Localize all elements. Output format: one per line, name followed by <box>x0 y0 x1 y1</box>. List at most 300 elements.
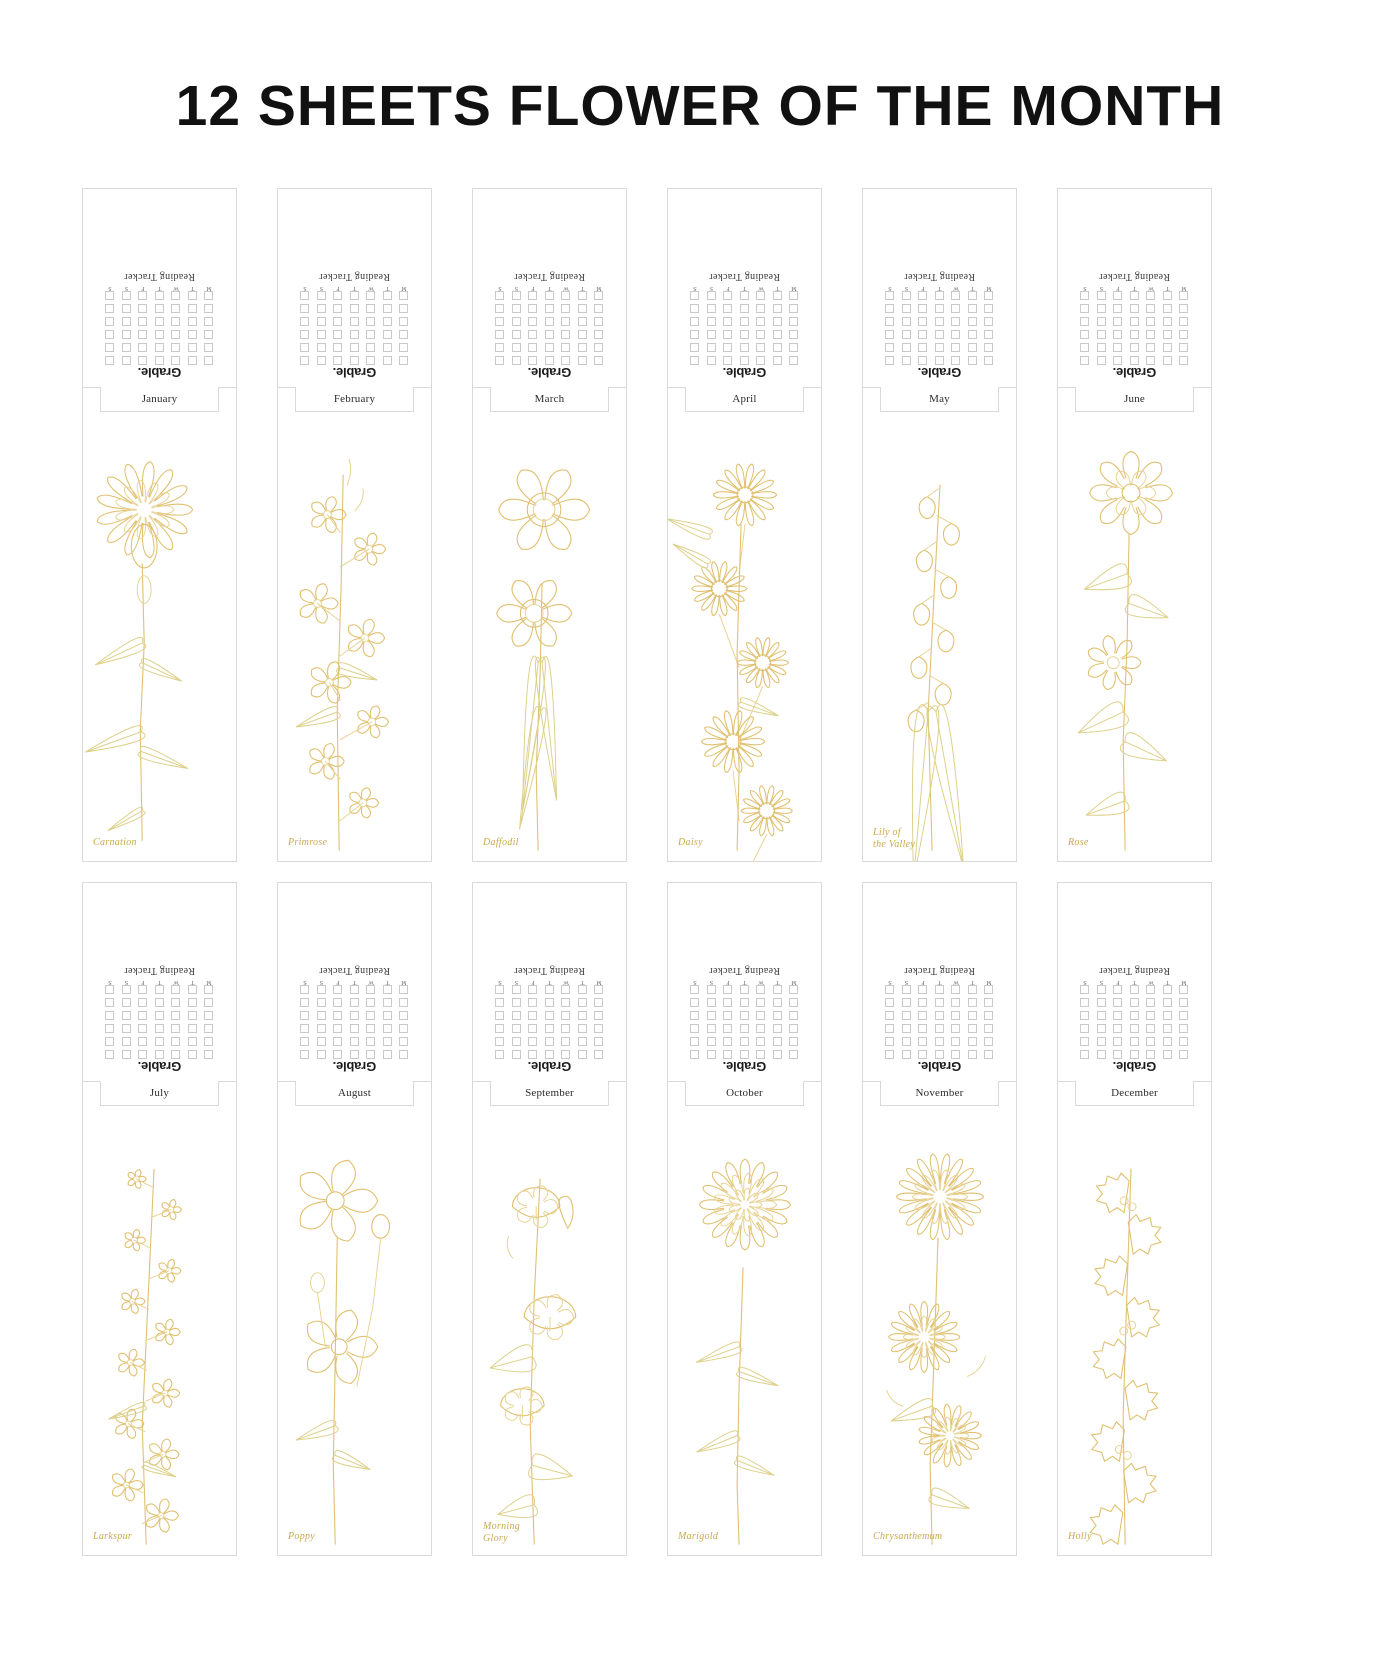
tracker-checkbox[interactable] <box>1130 317 1139 326</box>
tracker-checkbox[interactable] <box>757 291 766 300</box>
tracker-checkbox[interactable] <box>496 317 505 326</box>
tracker-checkbox[interactable] <box>1147 1037 1156 1046</box>
tracker-checkbox[interactable] <box>952 1024 961 1033</box>
tracker-checkbox[interactable] <box>496 343 505 352</box>
tracker-checkbox[interactable] <box>1114 291 1123 300</box>
tracker-grid[interactable] <box>886 291 994 365</box>
tracker-checkbox[interactable] <box>578 1037 587 1046</box>
tracker-checkbox[interactable] <box>707 343 716 352</box>
tracker-checkbox[interactable] <box>757 1037 766 1046</box>
tracker-checkbox[interactable] <box>691 985 700 994</box>
tracker-checkbox[interactable] <box>968 330 977 339</box>
tracker-checkbox[interactable] <box>740 998 749 1007</box>
tracker-checkbox[interactable] <box>496 291 505 300</box>
tracker-checkbox[interactable] <box>707 1050 716 1059</box>
tracker-checkbox[interactable] <box>122 1037 131 1046</box>
tracker-checkbox[interactable] <box>935 1037 944 1046</box>
tracker-checkbox[interactable] <box>1163 304 1172 313</box>
tracker-checkbox[interactable] <box>1097 304 1106 313</box>
tracker-checkbox[interactable] <box>691 330 700 339</box>
tracker-checkbox[interactable] <box>902 356 911 365</box>
tracker-checkbox[interactable] <box>724 356 733 365</box>
tracker-checkbox[interactable] <box>529 985 538 994</box>
tracker-checkbox[interactable] <box>317 343 326 352</box>
tracker-checkbox[interactable] <box>496 1037 505 1046</box>
tracker-checkbox[interactable] <box>724 343 733 352</box>
bookmark-november[interactable] <box>862 882 1017 1556</box>
tracker-checkbox[interactable] <box>757 1050 766 1059</box>
tracker-checkbox[interactable] <box>1147 330 1156 339</box>
tracker-grid[interactable] <box>301 291 409 365</box>
tracker-checkbox[interactable] <box>707 1024 716 1033</box>
tracker-checkbox[interactable] <box>985 330 994 339</box>
tracker-checkbox[interactable] <box>1081 317 1090 326</box>
tracker-checkbox[interactable] <box>122 304 131 313</box>
tracker-checkbox[interactable] <box>334 330 343 339</box>
tracker-checkbox[interactable] <box>188 1037 197 1046</box>
tracker-checkbox[interactable] <box>757 998 766 1007</box>
tracker-checkbox[interactable] <box>578 985 587 994</box>
tracker-checkbox[interactable] <box>935 330 944 339</box>
tracker-checkbox[interactable] <box>367 317 376 326</box>
tracker-checkbox[interactable] <box>1114 317 1123 326</box>
tracker-checkbox[interactable] <box>968 356 977 365</box>
tracker-checkbox[interactable] <box>724 317 733 326</box>
tracker-checkbox[interactable] <box>317 985 326 994</box>
tracker-checkbox[interactable] <box>902 1037 911 1046</box>
tracker-checkbox[interactable] <box>172 1050 181 1059</box>
tracker-checkbox[interactable] <box>740 1024 749 1033</box>
tracker-checkbox[interactable] <box>139 1050 148 1059</box>
month-tab[interactable] <box>295 387 414 412</box>
tracker-checkbox[interactable] <box>1130 343 1139 352</box>
tracker-checkbox[interactable] <box>886 356 895 365</box>
tracker-checkbox[interactable] <box>919 998 928 1007</box>
tracker-checkbox[interactable] <box>334 1024 343 1033</box>
tracker-checkbox[interactable] <box>367 1011 376 1020</box>
tracker-checkbox[interactable] <box>1081 1037 1090 1046</box>
tracker-checkbox[interactable] <box>205 985 214 994</box>
tracker-checkbox[interactable] <box>205 291 214 300</box>
tracker-checkbox[interactable] <box>1147 291 1156 300</box>
tracker-checkbox[interactable] <box>952 1050 961 1059</box>
tracker-checkbox[interactable] <box>595 356 604 365</box>
tracker-checkbox[interactable] <box>1130 998 1139 1007</box>
tracker-checkbox[interactable] <box>578 291 587 300</box>
tracker-checkbox[interactable] <box>935 343 944 352</box>
tracker-checkbox[interactable] <box>188 330 197 339</box>
tracker-checkbox[interactable] <box>1130 291 1139 300</box>
tracker-checkbox[interactable] <box>886 998 895 1007</box>
tracker-checkbox[interactable] <box>562 304 571 313</box>
tracker-checkbox[interactable] <box>740 291 749 300</box>
tracker-checkbox[interactable] <box>790 1011 799 1020</box>
tracker-checkbox[interactable] <box>578 1050 587 1059</box>
tracker-checkbox[interactable] <box>350 998 359 1007</box>
tracker-checkbox[interactable] <box>155 1011 164 1020</box>
tracker-checkbox[interactable] <box>1163 998 1172 1007</box>
tracker-grid[interactable] <box>301 985 409 1059</box>
tracker-checkbox[interactable] <box>1147 1011 1156 1020</box>
tracker-checkbox[interactable] <box>317 1037 326 1046</box>
tracker-checkbox[interactable] <box>935 998 944 1007</box>
tracker-checkbox[interactable] <box>367 343 376 352</box>
tracker-checkbox[interactable] <box>1097 1024 1106 1033</box>
tracker-checkbox[interactable] <box>691 1011 700 1020</box>
tracker-checkbox[interactable] <box>139 998 148 1007</box>
bookmark-april[interactable] <box>667 188 822 862</box>
tracker-checkbox[interactable] <box>1163 317 1172 326</box>
tracker-checkbox[interactable] <box>383 317 392 326</box>
tracker-checkbox[interactable] <box>367 1037 376 1046</box>
tracker-grid[interactable] <box>1081 291 1189 365</box>
tracker-checkbox[interactable] <box>205 304 214 313</box>
tracker-checkbox[interactable] <box>1130 304 1139 313</box>
tracker-checkbox[interactable] <box>529 317 538 326</box>
tracker-checkbox[interactable] <box>1130 1037 1139 1046</box>
tracker-checkbox[interactable] <box>188 343 197 352</box>
tracker-checkbox[interactable] <box>773 304 782 313</box>
tracker-checkbox[interactable] <box>301 304 310 313</box>
tracker-checkbox[interactable] <box>968 985 977 994</box>
tracker-checkbox[interactable] <box>578 998 587 1007</box>
tracker-checkbox[interactable] <box>334 1037 343 1046</box>
tracker-checkbox[interactable] <box>919 1024 928 1033</box>
tracker-checkbox[interactable] <box>106 304 115 313</box>
tracker-checkbox[interactable] <box>106 330 115 339</box>
tracker-checkbox[interactable] <box>562 343 571 352</box>
tracker-checkbox[interactable] <box>172 330 181 339</box>
tracker-checkbox[interactable] <box>886 1050 895 1059</box>
tracker-checkbox[interactable] <box>545 291 554 300</box>
tracker-checkbox[interactable] <box>773 1050 782 1059</box>
tracker-checkbox[interactable] <box>188 998 197 1007</box>
tracker-checkbox[interactable] <box>1163 1024 1172 1033</box>
tracker-checkbox[interactable] <box>968 1050 977 1059</box>
tracker-checkbox[interactable] <box>512 330 521 339</box>
tracker-checkbox[interactable] <box>724 985 733 994</box>
tracker-checkbox[interactable] <box>383 1024 392 1033</box>
tracker-checkbox[interactable] <box>529 1037 538 1046</box>
tracker-checkbox[interactable] <box>172 985 181 994</box>
tracker-checkbox[interactable] <box>691 356 700 365</box>
tracker-checkbox[interactable] <box>139 1011 148 1020</box>
tracker-checkbox[interactable] <box>545 1024 554 1033</box>
month-tab[interactable] <box>100 387 219 412</box>
tracker-checkbox[interactable] <box>383 1050 392 1059</box>
bookmark-march[interactable] <box>472 188 627 862</box>
tracker-checkbox[interactable] <box>562 1011 571 1020</box>
tracker-checkbox[interactable] <box>334 317 343 326</box>
bookmark-august[interactable] <box>277 882 432 1556</box>
tracker-checkbox[interactable] <box>155 291 164 300</box>
tracker-checkbox[interactable] <box>1180 330 1189 339</box>
tracker-checkbox[interactable] <box>512 356 521 365</box>
tracker-checkbox[interactable] <box>935 985 944 994</box>
tracker-checkbox[interactable] <box>367 330 376 339</box>
tracker-checkbox[interactable] <box>902 317 911 326</box>
tracker-checkbox[interactable] <box>545 1050 554 1059</box>
tracker-checkbox[interactable] <box>985 1037 994 1046</box>
tracker-checkbox[interactable] <box>512 998 521 1007</box>
tracker-checkbox[interactable] <box>1163 1050 1172 1059</box>
tracker-checkbox[interactable] <box>707 356 716 365</box>
tracker-checkbox[interactable] <box>188 304 197 313</box>
tracker-checkbox[interactable] <box>1097 1011 1106 1020</box>
tracker-checkbox[interactable] <box>139 985 148 994</box>
tracker-checkbox[interactable] <box>773 998 782 1007</box>
tracker-checkbox[interactable] <box>529 330 538 339</box>
tracker-checkbox[interactable] <box>562 1037 571 1046</box>
tracker-checkbox[interactable] <box>1163 356 1172 365</box>
tracker-checkbox[interactable] <box>691 1050 700 1059</box>
tracker-checkbox[interactable] <box>902 304 911 313</box>
tracker-checkbox[interactable] <box>952 343 961 352</box>
tracker-checkbox[interactable] <box>188 1011 197 1020</box>
tracker-checkbox[interactable] <box>724 1011 733 1020</box>
tracker-checkbox[interactable] <box>886 330 895 339</box>
tracker-checkbox[interactable] <box>935 304 944 313</box>
tracker-checkbox[interactable] <box>886 1024 895 1033</box>
tracker-checkbox[interactable] <box>155 356 164 365</box>
tracker-checkbox[interactable] <box>529 1011 538 1020</box>
tracker-checkbox[interactable] <box>545 330 554 339</box>
tracker-checkbox[interactable] <box>1114 1011 1123 1020</box>
tracker-checkbox[interactable] <box>919 1037 928 1046</box>
tracker-checkbox[interactable] <box>935 1024 944 1033</box>
tracker-checkbox[interactable] <box>172 343 181 352</box>
tracker-checkbox[interactable] <box>496 998 505 1007</box>
tracker-checkbox[interactable] <box>1097 343 1106 352</box>
tracker-checkbox[interactable] <box>155 985 164 994</box>
tracker-checkbox[interactable] <box>545 356 554 365</box>
tracker-checkbox[interactable] <box>400 1050 409 1059</box>
tracker-checkbox[interactable] <box>205 1050 214 1059</box>
tracker-checkbox[interactable] <box>1081 343 1090 352</box>
tracker-checkbox[interactable] <box>985 1024 994 1033</box>
tracker-checkbox[interactable] <box>1097 356 1106 365</box>
tracker-checkbox[interactable] <box>886 304 895 313</box>
tracker-checkbox[interactable] <box>1097 317 1106 326</box>
tracker-checkbox[interactable] <box>383 998 392 1007</box>
tracker-checkbox[interactable] <box>1147 998 1156 1007</box>
tracker-checkbox[interactable] <box>334 356 343 365</box>
tracker-checkbox[interactable] <box>334 1050 343 1059</box>
tracker-checkbox[interactable] <box>301 317 310 326</box>
tracker-checkbox[interactable] <box>1163 343 1172 352</box>
tracker-checkbox[interactable] <box>985 1050 994 1059</box>
tracker-checkbox[interactable] <box>886 343 895 352</box>
tracker-checkbox[interactable] <box>902 1011 911 1020</box>
month-tab[interactable] <box>490 387 609 412</box>
tracker-checkbox[interactable] <box>790 330 799 339</box>
tracker-checkbox[interactable] <box>122 985 131 994</box>
tracker-checkbox[interactable] <box>1114 343 1123 352</box>
tracker-checkbox[interactable] <box>691 1024 700 1033</box>
tracker-checkbox[interactable] <box>400 291 409 300</box>
tracker-checkbox[interactable] <box>317 1024 326 1033</box>
tracker-checkbox[interactable] <box>496 330 505 339</box>
tracker-checkbox[interactable] <box>562 291 571 300</box>
tracker-checkbox[interactable] <box>707 304 716 313</box>
tracker-checkbox[interactable] <box>562 1050 571 1059</box>
tracker-checkbox[interactable] <box>1130 1050 1139 1059</box>
bookmark-february[interactable] <box>277 188 432 862</box>
tracker-checkbox[interactable] <box>545 304 554 313</box>
tracker-checkbox[interactable] <box>935 291 944 300</box>
tracker-checkbox[interactable] <box>595 998 604 1007</box>
tracker-checkbox[interactable] <box>512 1050 521 1059</box>
tracker-checkbox[interactable] <box>188 291 197 300</box>
tracker-checkbox[interactable] <box>155 1024 164 1033</box>
tracker-checkbox[interactable] <box>334 291 343 300</box>
tracker-grid[interactable] <box>496 291 604 365</box>
tracker-checkbox[interactable] <box>139 1037 148 1046</box>
tracker-checkbox[interactable] <box>1180 1011 1189 1020</box>
tracker-checkbox[interactable] <box>1114 330 1123 339</box>
tracker-checkbox[interactable] <box>773 330 782 339</box>
tracker-checkbox[interactable] <box>790 1037 799 1046</box>
tracker-checkbox[interactable] <box>1097 1050 1106 1059</box>
tracker-checkbox[interactable] <box>773 291 782 300</box>
tracker-checkbox[interactable] <box>350 343 359 352</box>
tracker-checkbox[interactable] <box>1114 304 1123 313</box>
tracker-checkbox[interactable] <box>562 998 571 1007</box>
tracker-checkbox[interactable] <box>919 356 928 365</box>
tracker-checkbox[interactable] <box>172 998 181 1007</box>
tracker-checkbox[interactable] <box>1130 1011 1139 1020</box>
tracker-checkbox[interactable] <box>400 317 409 326</box>
tracker-checkbox[interactable] <box>155 330 164 339</box>
tracker-checkbox[interactable] <box>400 343 409 352</box>
tracker-checkbox[interactable] <box>172 1024 181 1033</box>
tracker-checkbox[interactable] <box>919 304 928 313</box>
tracker-checkbox[interactable] <box>773 985 782 994</box>
tracker-checkbox[interactable] <box>757 1024 766 1033</box>
tracker-checkbox[interactable] <box>1114 1024 1123 1033</box>
tracker-checkbox[interactable] <box>301 1024 310 1033</box>
tracker-checkbox[interactable] <box>968 1011 977 1020</box>
tracker-checkbox[interactable] <box>1180 304 1189 313</box>
tracker-checkbox[interactable] <box>317 330 326 339</box>
bookmark-may[interactable] <box>862 188 1017 862</box>
tracker-checkbox[interactable] <box>790 343 799 352</box>
tracker-checkbox[interactable] <box>155 998 164 1007</box>
tracker-checkbox[interactable] <box>985 317 994 326</box>
tracker-checkbox[interactable] <box>952 317 961 326</box>
tracker-checkbox[interactable] <box>317 317 326 326</box>
tracker-checkbox[interactable] <box>529 291 538 300</box>
tracker-checkbox[interactable] <box>155 1037 164 1046</box>
month-tab[interactable] <box>295 1081 414 1106</box>
tracker-checkbox[interactable] <box>952 985 961 994</box>
tracker-checkbox[interactable] <box>400 304 409 313</box>
tracker-checkbox[interactable] <box>740 330 749 339</box>
tracker-checkbox[interactable] <box>1097 330 1106 339</box>
tracker-checkbox[interactable] <box>902 1024 911 1033</box>
tracker-checkbox[interactable] <box>317 998 326 1007</box>
tracker-checkbox[interactable] <box>790 304 799 313</box>
tracker-checkbox[interactable] <box>1147 356 1156 365</box>
tracker-checkbox[interactable] <box>968 998 977 1007</box>
tracker-checkbox[interactable] <box>512 304 521 313</box>
bookmark-january[interactable] <box>82 188 237 862</box>
tracker-checkbox[interactable] <box>383 356 392 365</box>
tracker-checkbox[interactable] <box>578 317 587 326</box>
tracker-checkbox[interactable] <box>1180 343 1189 352</box>
tracker-checkbox[interactable] <box>740 343 749 352</box>
tracker-checkbox[interactable] <box>400 998 409 1007</box>
tracker-checkbox[interactable] <box>529 1050 538 1059</box>
tracker-checkbox[interactable] <box>301 1050 310 1059</box>
tracker-checkbox[interactable] <box>367 291 376 300</box>
tracker-checkbox[interactable] <box>968 1037 977 1046</box>
tracker-checkbox[interactable] <box>122 1050 131 1059</box>
tracker-checkbox[interactable] <box>1163 985 1172 994</box>
tracker-checkbox[interactable] <box>724 1024 733 1033</box>
tracker-checkbox[interactable] <box>1081 356 1090 365</box>
tracker-checkbox[interactable] <box>172 1037 181 1046</box>
tracker-checkbox[interactable] <box>1081 330 1090 339</box>
tracker-checkbox[interactable] <box>691 998 700 1007</box>
tracker-checkbox[interactable] <box>122 343 131 352</box>
tracker-checkbox[interactable] <box>122 291 131 300</box>
month-tab[interactable] <box>685 1081 804 1106</box>
tracker-checkbox[interactable] <box>529 304 538 313</box>
tracker-checkbox[interactable] <box>902 1050 911 1059</box>
tracker-checkbox[interactable] <box>139 1024 148 1033</box>
tracker-checkbox[interactable] <box>1097 1037 1106 1046</box>
tracker-checkbox[interactable] <box>512 1024 521 1033</box>
month-tab[interactable] <box>490 1081 609 1106</box>
tracker-checkbox[interactable] <box>383 343 392 352</box>
tracker-checkbox[interactable] <box>529 356 538 365</box>
tracker-checkbox[interactable] <box>1163 1011 1172 1020</box>
tracker-checkbox[interactable] <box>1180 985 1189 994</box>
tracker-checkbox[interactable] <box>578 343 587 352</box>
tracker-checkbox[interactable] <box>707 1037 716 1046</box>
tracker-checkbox[interactable] <box>1114 1037 1123 1046</box>
tracker-checkbox[interactable] <box>545 317 554 326</box>
tracker-checkbox[interactable] <box>350 1011 359 1020</box>
tracker-checkbox[interactable] <box>139 317 148 326</box>
tracker-checkbox[interactable] <box>172 317 181 326</box>
tracker-checkbox[interactable] <box>188 985 197 994</box>
tracker-checkbox[interactable] <box>317 291 326 300</box>
tracker-checkbox[interactable] <box>155 317 164 326</box>
tracker-checkbox[interactable] <box>172 1011 181 1020</box>
tracker-checkbox[interactable] <box>740 356 749 365</box>
tracker-checkbox[interactable] <box>205 1037 214 1046</box>
tracker-checkbox[interactable] <box>367 304 376 313</box>
tracker-checkbox[interactable] <box>383 291 392 300</box>
tracker-checkbox[interactable] <box>301 343 310 352</box>
tracker-checkbox[interactable] <box>902 343 911 352</box>
month-tab[interactable] <box>880 387 999 412</box>
tracker-checkbox[interactable] <box>562 985 571 994</box>
tracker-checkbox[interactable] <box>1130 356 1139 365</box>
tracker-checkbox[interactable] <box>790 291 799 300</box>
tracker-checkbox[interactable] <box>205 998 214 1007</box>
tracker-checkbox[interactable] <box>496 1024 505 1033</box>
tracker-checkbox[interactable] <box>595 1050 604 1059</box>
tracker-checkbox[interactable] <box>106 343 115 352</box>
tracker-checkbox[interactable] <box>1130 1024 1139 1033</box>
tracker-checkbox[interactable] <box>1097 985 1106 994</box>
tracker-checkbox[interactable] <box>545 1011 554 1020</box>
tracker-checkbox[interactable] <box>350 1037 359 1046</box>
tracker-checkbox[interactable] <box>790 985 799 994</box>
